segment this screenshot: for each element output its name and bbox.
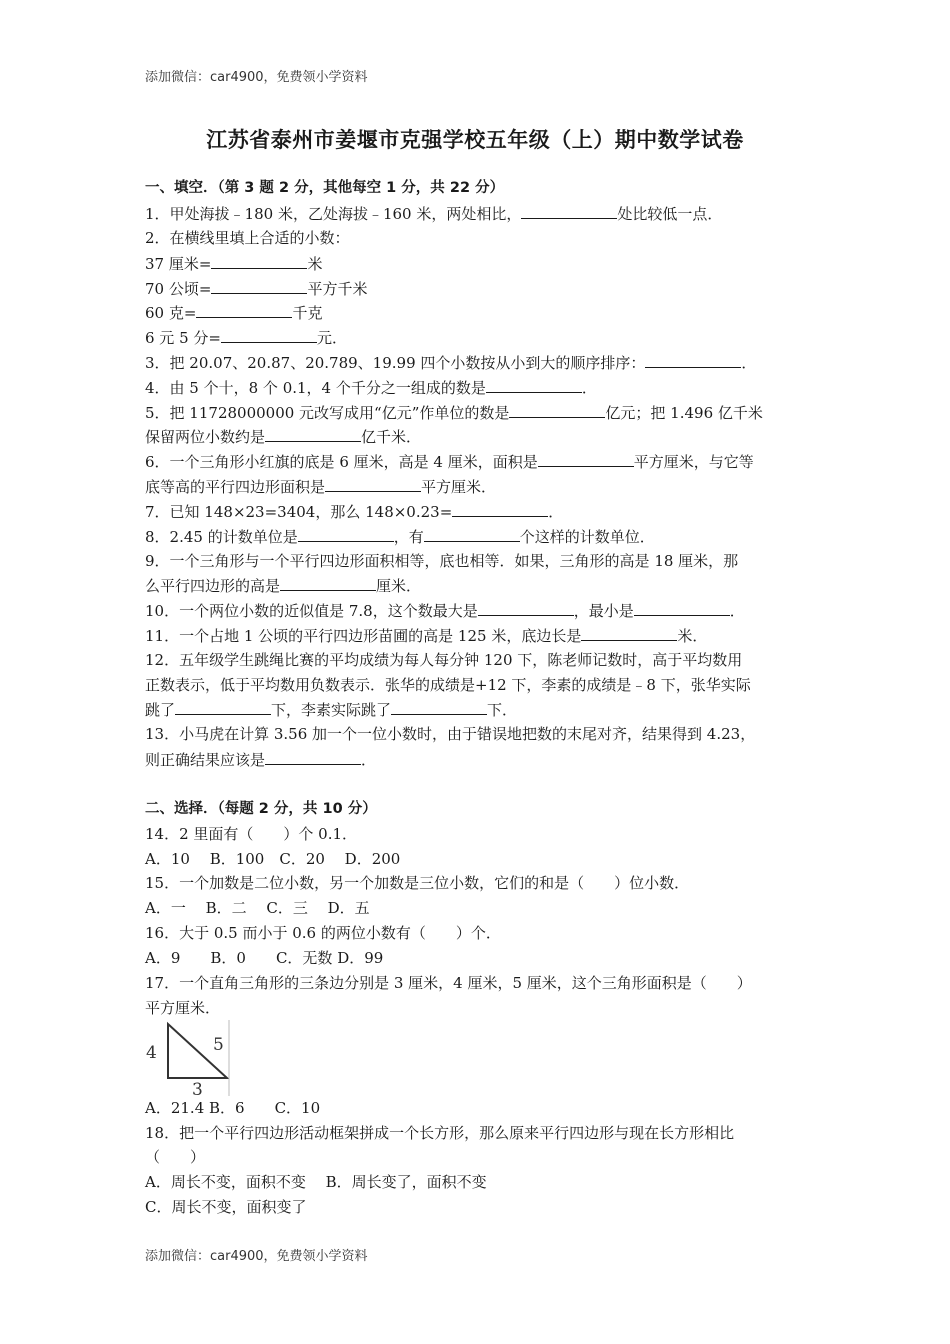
question-8: 8．2.45 的计数单位是 ，有 个这样的计数单位． (145, 528, 655, 546)
answer-blank[interactable] (265, 749, 361, 765)
answer-blank[interactable] (478, 600, 574, 616)
figure-label-hypotenuse: 5 (213, 1035, 224, 1055)
answer-blank[interactable] (581, 625, 677, 641)
question-12: 12．五年级学生跳绳比赛的平均成绩为每人每分钟 120 下，陈老师记数时，高于平均数用 (145, 651, 743, 669)
question-4: 4．由 5 个十，8 个 0.1，4 个千分之一组成的数是 ． (145, 379, 597, 397)
question-13: 13．小马虎在计算 3.56 加一个一位小数时，由于错误地把数的末尾对齐，结果得到 4.23， (145, 725, 756, 743)
question-13-cont: 则正确结果应该是 ． (145, 751, 377, 769)
question-2: 2．在横线里填上合适的小数： (145, 229, 350, 247)
question-12-cont2: 跳了 下，李素实际跳了 下． (145, 701, 518, 719)
question-16: 16．大于 0.5 而小于 0.6 的两位小数有（ ）个． (145, 924, 501, 942)
answer-blank[interactable] (298, 526, 394, 542)
figure-label-bottom: 3 (192, 1080, 203, 1098)
question-17: 17．一个直角三角形的三条边分别是 3 厘米，4 厘米，5 厘米，这个三角形面积是（ ） (145, 974, 752, 992)
right-triangle-figure (145, 1020, 237, 1098)
question-5: 5．把 11728000000 元改写成用“亿元”作单位的数是 亿元；把 1.496 亿千米 (145, 404, 763, 422)
question-18-options-ab[interactable]: A．周长不变，面积不变 B．周长变了，面积不变 (145, 1173, 487, 1191)
question-18-options-c[interactable]: C．周长不变，面积变了 (145, 1198, 307, 1216)
question-18: 18．把一个平行四边形活动框架拼成一个长方形，那么原来平行四边形与现在长方形相比 (145, 1124, 735, 1142)
answer-blank[interactable] (486, 377, 582, 393)
answer-blank[interactable] (391, 699, 487, 715)
answer-blank[interactable] (634, 600, 730, 616)
question-1: 1．甲处海拔﹣180 米，乙处海拔﹣160 米，两处相比， 处比较低一点． (145, 205, 723, 223)
answer-blank[interactable] (221, 327, 317, 343)
answer-blank[interactable] (325, 476, 421, 492)
question-18-cont: （ ） (145, 1148, 206, 1166)
answer-blank[interactable] (196, 302, 292, 318)
answer-blank[interactable] (452, 501, 548, 517)
answer-blank[interactable] (645, 352, 741, 368)
question-7: 7．已知 148×23=3404，那么 148×0.23= ． (145, 503, 564, 521)
question-2b: 70 公顷= 平方千米 (145, 280, 368, 298)
answer-blank[interactable] (175, 699, 271, 715)
answer-blank[interactable] (538, 451, 634, 467)
question-10: 10．一个两位小数的近似值是 7.8，这个数最大是 ，最小是 ． (145, 602, 745, 620)
question-15-options[interactable]: A．一 B．二 C．三 D．五 (145, 899, 370, 917)
question-6: 6．一个三角形小红旗的底是 6 厘米，高是 4 厘米，面积是 平方厘米，与它等 (145, 453, 754, 471)
figure-label-left: 4 (146, 1043, 157, 1063)
question-14-options[interactable]: A．10 B．100 C．20 D．200 (145, 850, 401, 868)
question-17-cont: 平方厘米． (145, 999, 221, 1017)
question-16-options[interactable]: A．9 B．0 C．无数 D．99 (145, 949, 384, 967)
question-9-cont: 么平行四边形的高是 厘米． (145, 577, 422, 595)
question-9: 9．一个三角形与一个平行四边形面积相等，底也相等．如果，三角形的高是 18 厘米，那 (145, 552, 739, 570)
question-2a: 37 厘米= 米 (145, 255, 323, 273)
answer-blank[interactable] (265, 426, 361, 442)
question-12-cont: 正数表示，低于平均数用负数表示．张华的成绩是+12 下，李素的成绩是﹣8 下，张华实际 (145, 676, 751, 694)
question-6-cont: 底等高的平行四边形面积是 平方厘米． (145, 478, 497, 496)
answer-blank[interactable] (509, 402, 605, 418)
header-note: 添加微信：car4900，免费领小学资料 (145, 70, 368, 85)
section-heading-fill-in: 一、填空．（第 3 题 2 分，其他每空 1 分，共 22 分） (145, 180, 505, 196)
question-2c: 60 克= 千克 (145, 304, 323, 322)
answer-blank[interactable] (521, 203, 617, 219)
answer-blank[interactable] (424, 526, 520, 542)
answer-blank[interactable] (211, 278, 307, 294)
page-title: 江苏省泰州市姜堰市克强学校五年级（上）期中数学试卷 (206, 128, 744, 152)
question-17-options[interactable]: A．21.4 B．6 C．10 (145, 1099, 321, 1117)
question-3: 3．把 20.07、20.87、20.789、19.99 四个小数按从小到大的顺序排序： ． (145, 354, 757, 372)
question-11: 11．一个占地 1 公顷的平行四边形苗圃的高是 125 米，底边长是 米． (145, 627, 708, 645)
section-heading-choice: 二、选择．（每题 2 分，共 10 分） (145, 801, 377, 817)
answer-blank[interactable] (211, 253, 307, 269)
footer-note: 添加微信：car4900，免费领小学资料 (145, 1249, 368, 1264)
question-5-cont: 保留两位小数约是 亿千米． (145, 428, 422, 446)
question-2d: 6 元 5 分= 元． (145, 329, 347, 347)
answer-blank[interactable] (280, 575, 376, 591)
question-15: 15．一个加数是二位小数，另一个加数是三位小数，它们的和是（ ）位小数． (145, 874, 690, 892)
question-14: 14．2 里面有（ ）个 0.1． (145, 825, 358, 843)
